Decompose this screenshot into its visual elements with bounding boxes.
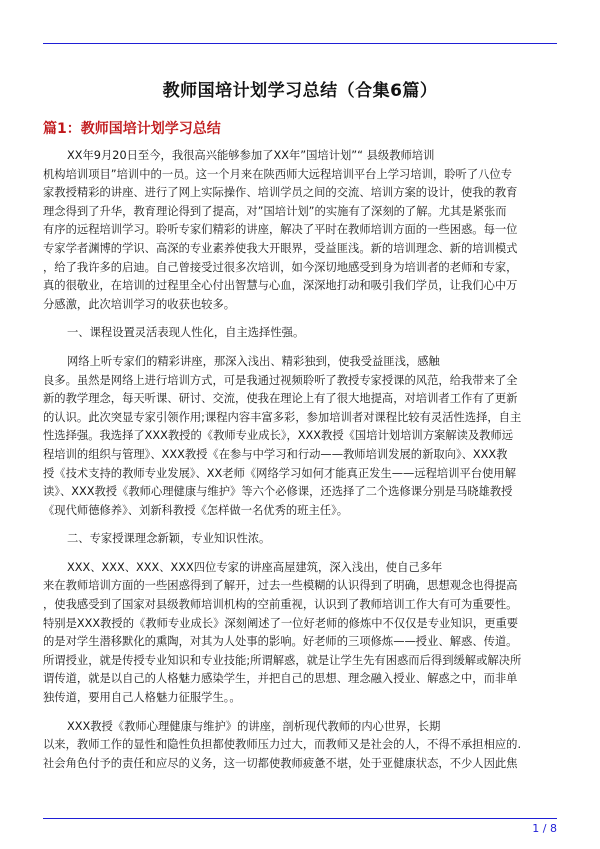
paragraph	[43, 353, 557, 520]
text-line: 谓传道，就是以自己的人格魅力感染学生，并把自己的思想、理念融入授业、解惑之中，而非单	[43, 672, 518, 686]
text-line: 独传道，要用自己人格魅力征服学生。。	[43, 691, 241, 705]
text-line: 新的教学理念，每天听课、研讨、交流，使我在理论上有了很大地提高，对培训者工作有了更新	[43, 392, 518, 406]
paragraph	[43, 530, 557, 549]
paragraph	[43, 718, 557, 774]
text-line: 一、课程设置灵活表现人性化，自主选择性强。	[67, 326, 305, 340]
text-line: 真的很敬业，在培训的过程里全心付出智慧与心血，深深地打动和吸引我们学员，让我们心中万	[43, 279, 518, 293]
text-line: 所谓授业，就是传授专业知识和专业技能;所谓解惑，就是让学生先有困惑而后得到缓解或解决所	[43, 653, 522, 667]
text-line: 来在教师培训方面的一些困惑得到了解开，过去一些模糊的认识得到了明确，思想观念也得提高	[43, 579, 518, 593]
bottom-divider	[43, 818, 557, 819]
top-divider	[43, 43, 557, 44]
text-line: 分感激，此次培训学习的收获也较多。	[43, 297, 236, 311]
text-line: 授《技术支持的教师专业发展》、XX老师《网络学习如何才能真正发生——远程培训平台使用解	[43, 466, 517, 480]
text-line: 社会角色付予的责任和应尽的义务，这一切都使教师疲惫不堪，处于亚健康状态，不少人因此焦	[43, 756, 518, 770]
paragraph	[43, 559, 557, 708]
page-indicator: 1 / 8	[532, 822, 557, 835]
text-line: XX年9月20日至今，我很高兴能够参加了XX年”国培计划”“ 县级教师培训	[67, 149, 435, 162]
text-line: 程培训的组织与管理》、XXX教授《在参与中学习和行动——教师培训发展的新取向》、XXX教	[43, 447, 508, 461]
text-line: 的是对学生潜移默化的熏陶，对其为人处事的影响。好老师的三项修炼——授业、解惑、传道。	[43, 635, 518, 649]
text-line: 机构培训项目”培训中的一员。这一个月来在陕西师大远程培训平台上学习培训，聆听了八位专	[43, 167, 513, 181]
text-line: XXX教授《教师心理健康与维护》的讲座，剖析现代教师的内心世界，长期	[67, 719, 441, 733]
text-line: 的认识。此次突显专家引领作用;课程内容丰富多彩，参加培训者对课程比较有灵活性选择，自主	[43, 410, 522, 424]
text-line: 家教授精彩的讲座、进行了网上实际操作、培训学员之间的交流、培训方案的设计，使我的教育	[43, 186, 518, 200]
text-line: 《现代师德修养》、刘新科教授《怎样做一名优秀的班主任》。	[43, 503, 349, 517]
text-line: 特别是XXX教授的《教师专业成长》深刻阐述了一位好老师的修炼中不仅仅是专业知识，更重要	[43, 616, 519, 630]
text-line: 以来，教师工作的显性和隐性负担都使教师压力过大，而教师又是社会的人，不得不承担相应的.	[43, 738, 522, 752]
text-line: 良多。虽然是网络上进行培训方式，可是我通过视频聆听了教授专家授课的风范，给我带来了全	[43, 373, 518, 387]
paragraph	[43, 147, 557, 314]
text-line: ，给了我许多的启迪。自己曾接受过很多次培训，如今深切地感受到身为培训者的老师和专家，	[43, 260, 518, 274]
section-heading: 篇1：教师国培计划学习总结	[43, 121, 221, 137]
text-line: 性选择强。我选择了XXX教授的《教师专业成长》，XXX教授《国培计划培训方案解读及教师远	[43, 429, 514, 443]
text-line: 二、专家授课理念新颖，专业知识性浓。	[67, 532, 271, 546]
text-line: 网络上听专家们的精彩讲座，那深入浅出、精彩独到，使我受益匪浅，感触	[67, 354, 440, 368]
document-title: 教师国培计划学习总结（合集6篇）	[162, 81, 438, 101]
text-line: ，使我感受到了国家对县级教师培训机构的空前重视，认识到了教师培训工作大有可为重要性。	[43, 598, 518, 612]
text-line: 有序的远程培训学习。聆听专家们精彩的讲座，解决了平时在教师培训方面的一些困惑。每一位	[43, 223, 518, 237]
paragraph	[43, 324, 557, 343]
text-line: 读》、XXX教授《教师心理健康与维护》等六个必修课，还选择了二个选修课分别是马晓雄教授	[43, 485, 513, 499]
document-body	[43, 147, 557, 773]
text-line: XXX、XXX、XXX、XXX四位专家的讲座高屋建筑，深入浅出，使自己多年	[67, 560, 443, 574]
text-line: 理念得到了升华，教育理论得到了提高，对”国培计划”的实施有了深刻的了解。尤其是紧张而	[43, 204, 507, 218]
text-line: 专家学者渊博的学识、高深的专业素养使我大开眼界，受益匪浅。新的培训理念、新的培训模式	[43, 241, 518, 255]
